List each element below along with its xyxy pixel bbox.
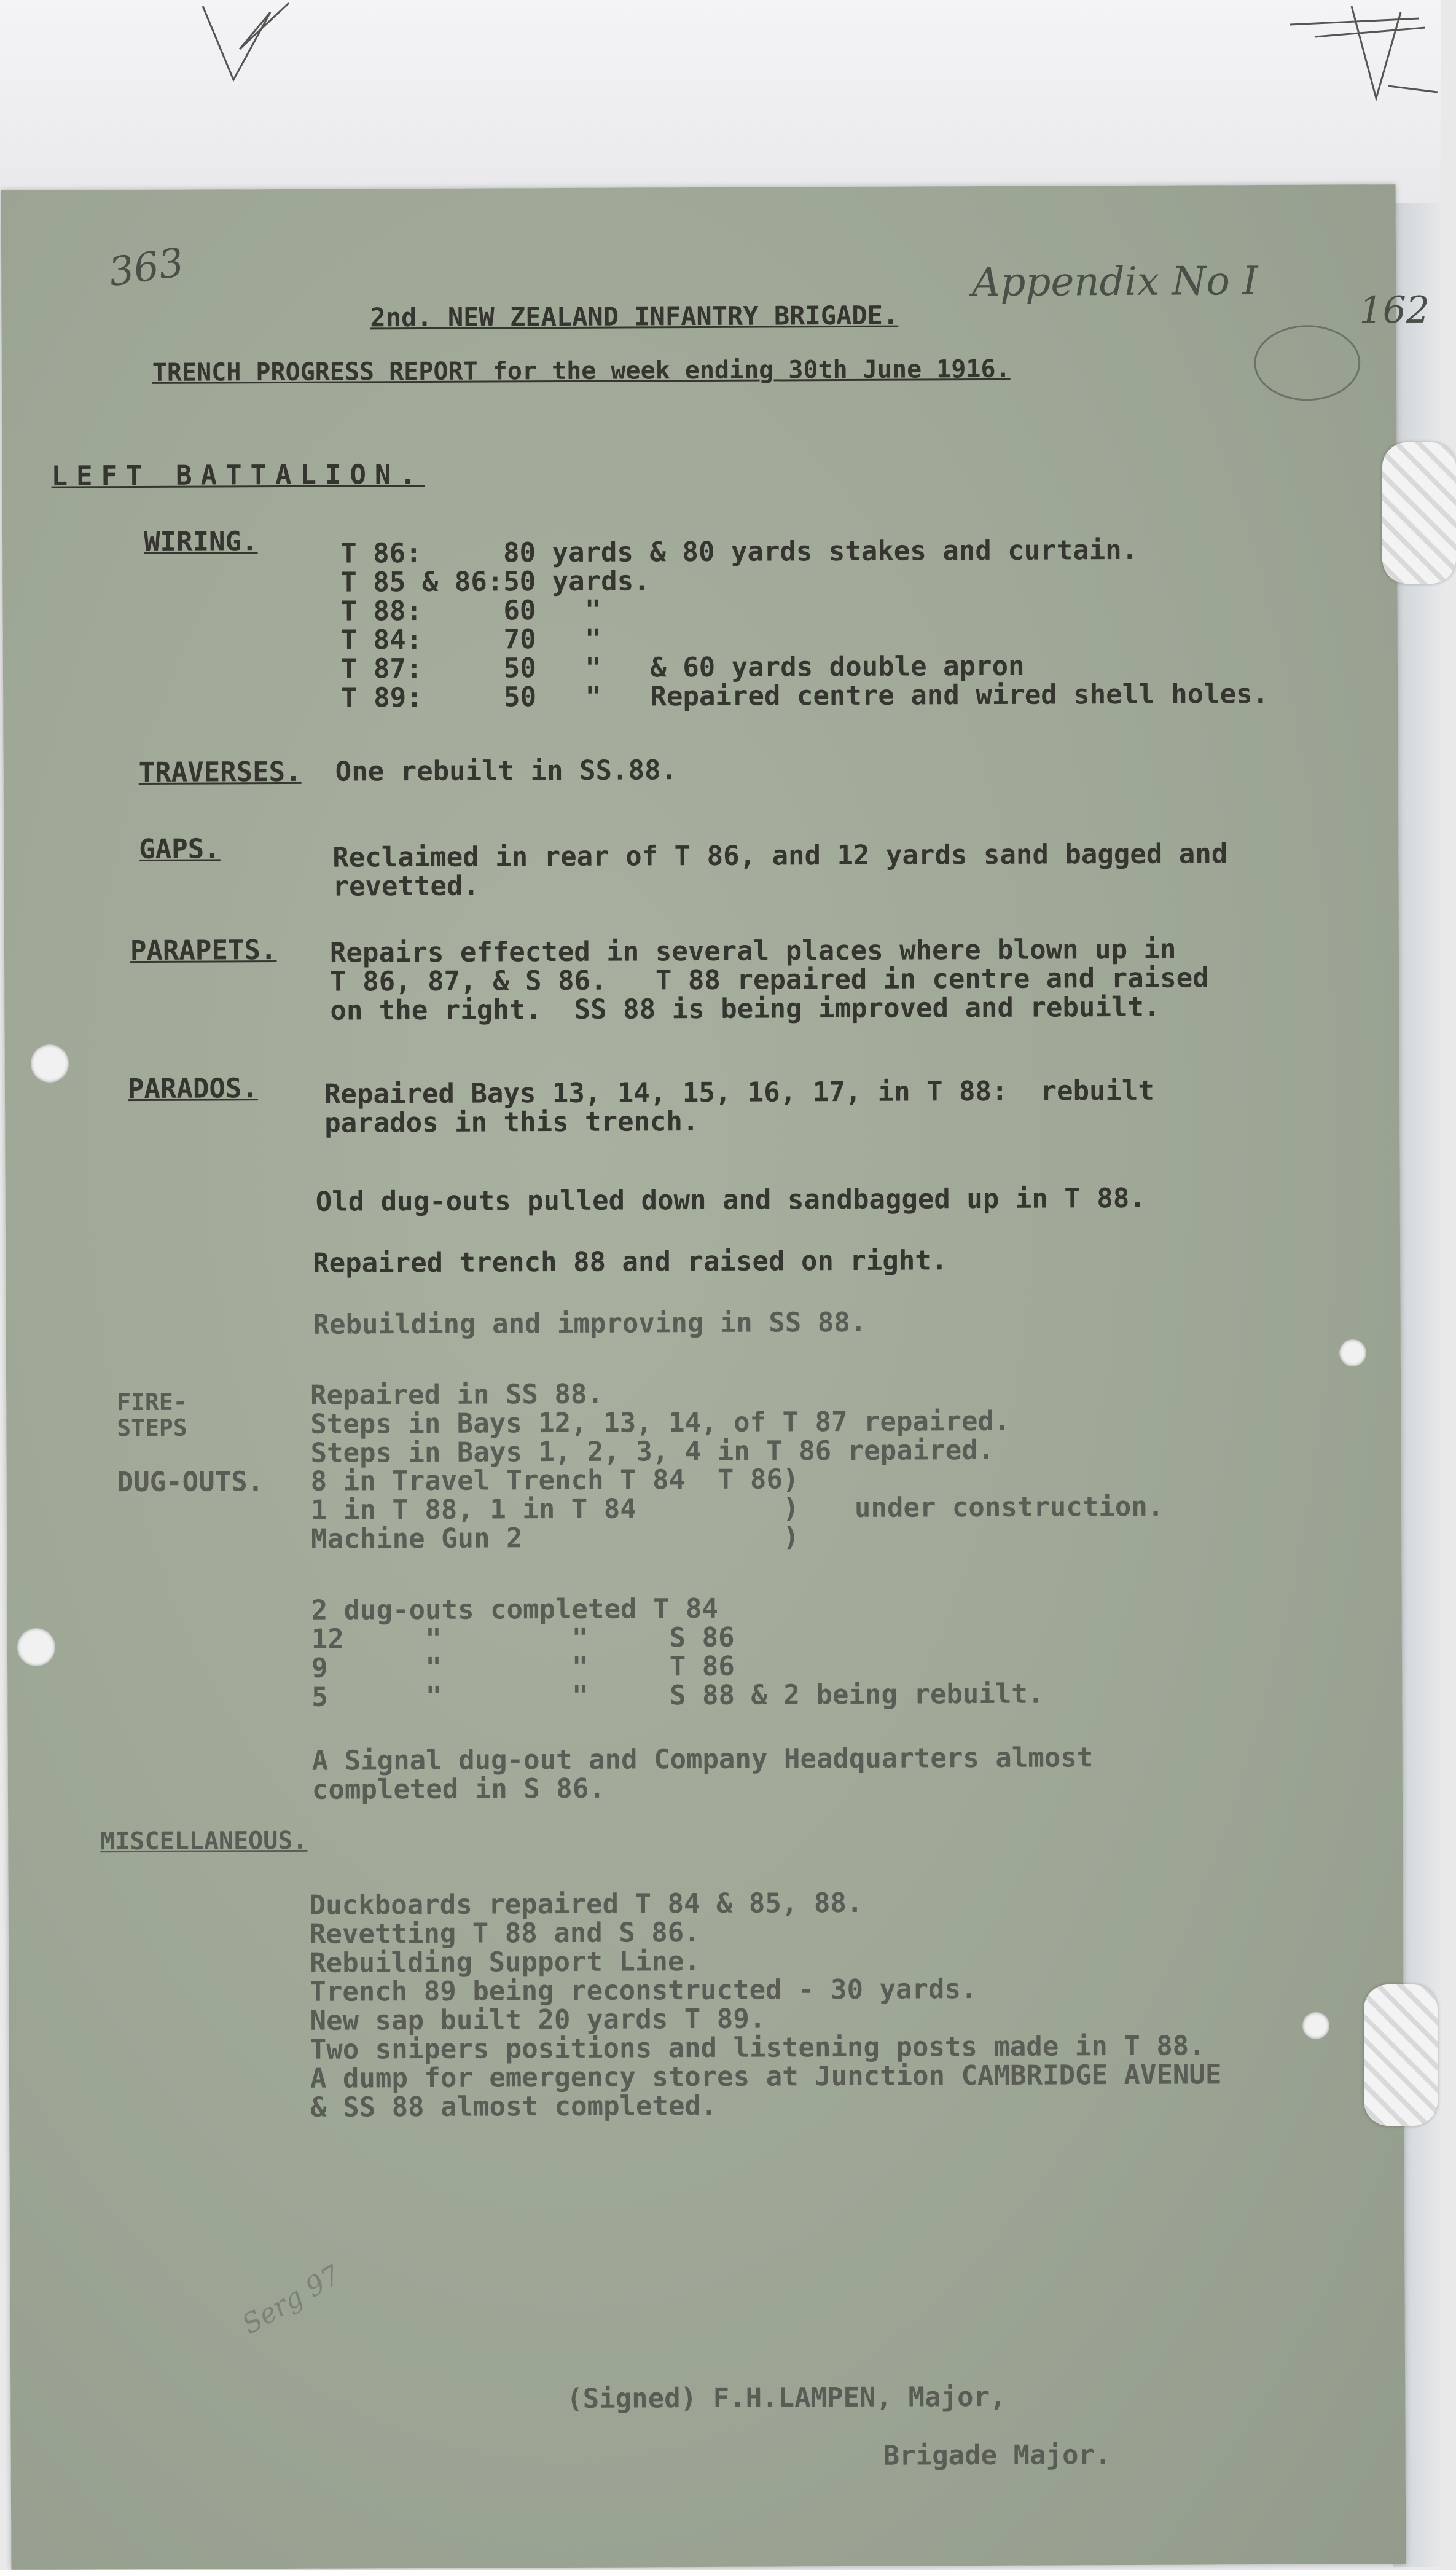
misc-line: Two snipers positions and listening posts made in T 88. (310, 2030, 1205, 2066)
dugouts-label: DUG-OUTS. (117, 1466, 264, 1499)
stamp-circle (1248, 316, 1366, 409)
dugouts-line: Machine Gun 2 ) (311, 1521, 799, 1555)
appendix-note: Appendix No I (972, 259, 1258, 306)
dugouts-signal: A Signal dug-out and Company Headquarters almost (311, 1742, 1094, 1777)
wiring-line: T 88: 60 " (340, 594, 601, 627)
misc-line: Duckboards repaired T 84 & 85, 88. (309, 1887, 863, 1921)
misc-line: New sap built 20 yards T 89. (310, 2003, 766, 2037)
dugouts-note: under construction. (854, 1491, 1164, 1524)
dugouts-completed: 12 " " S 86 (311, 1621, 735, 1655)
misc-line: Rebuilding Support Line. (310, 1946, 701, 1979)
parapets-line: T 86, 87, & S 86. T 88 repaired in centre and raised (330, 962, 1209, 998)
traverses-label: TRAVERSES. (138, 756, 302, 789)
document-heading: 2nd. NEW ZEALAND INFANTRY BRIGADE. (370, 300, 899, 333)
gaps-line: Reclaimed in rear of T 86, and 12 yards sand bagged and (332, 838, 1228, 874)
firesteps-label: STEPS (117, 1414, 187, 1442)
parados-extra: Repaired trench 88 and raised on right. (313, 1245, 948, 1279)
dugouts-signal: completed in S 86. (311, 1773, 605, 1806)
pencil-sketch-left (197, 0, 307, 92)
misc-line: Trench 89 being reconstructed - 30 yards. (310, 1973, 977, 2008)
page-number-right: 162 (1359, 288, 1430, 332)
section-heading: LEFT BATTALION. (51, 458, 425, 492)
wiring-line: T 87: 50 " & 60 yards double apron (340, 650, 1025, 685)
pencil-initials: Serg 97 (237, 2259, 346, 2341)
punch-hole (1302, 2012, 1329, 2039)
dugouts-line: 1 in T 88, 1 in T 84 ) (310, 1492, 799, 1526)
firesteps-line: Repaired in SS 88. (310, 1378, 604, 1411)
punch-hole (1339, 1339, 1366, 1366)
misc-line: & SS 88 almost completed. (310, 2090, 718, 2123)
gaps-label: GAPS. (139, 833, 221, 866)
parados-line: Repaired Bays 13, 14, 15, 16, 17, in T 88: rebuilt (324, 1075, 1155, 1110)
firesteps-line: Steps in Bays 1, 2, 3, 4 in T 86 repaired. (310, 1434, 995, 1469)
wiring-label: WIRING. (143, 526, 258, 558)
punch-hole (17, 1628, 55, 1666)
punch-hole (31, 1044, 69, 1083)
firesteps-line: Steps in Bays 12, 13, 14, of T 87 repaired. (310, 1405, 1011, 1440)
parados-extra: Old dug-outs pulled down and sandbagged up in T 88. (315, 1182, 1146, 1218)
signature-line: (Signed) F.H.LAMPEN, Major, (566, 2381, 1006, 2415)
dugouts-line: 8 in Travel Trench T 84 T 86) (310, 1463, 799, 1497)
parapets-label: PARAPETS. (130, 934, 277, 967)
wiring-line: T 89: 50 " Repaired centre and wired shell holes. (341, 678, 1269, 714)
binding-tape (1364, 1984, 1438, 2126)
parapets-line: on the right. SS 88 is being improved and rebuilt. (330, 991, 1160, 1027)
parados-label: PARADOS. (127, 1073, 258, 1105)
document-subheading: TRENCH PROGRESS REPORT for the week ending 30th June 1916. (152, 355, 1011, 387)
page-number-left: 363 (106, 240, 187, 296)
misc-line: Revetting T 88 and S 86. (309, 1917, 700, 1950)
gaps-line: revetted. (332, 870, 480, 903)
binding-tape (1382, 442, 1456, 584)
misc-label: MISCELLANEOUS. (100, 1826, 308, 1856)
parados-line: parados in this trench. (324, 1106, 699, 1139)
traverses-text: One rebuilt in SS.88. (335, 754, 678, 788)
wiring-line: T 85 & 86:50 yards. (340, 565, 650, 598)
firesteps-label: FIRE- (117, 1388, 187, 1416)
dugouts-completed: 9 " " T 86 (311, 1650, 735, 1684)
document-page (1, 184, 1430, 2570)
parados-extra: Rebuilding and improving in SS 88. (313, 1306, 867, 1341)
misc-line: A dump for emergency stores at Junction CAMBRIDGE AVENUE (310, 2059, 1222, 2094)
parapets-line: Repairs effected in several places where blown up in (329, 933, 1176, 969)
wiring-line: T 84: 70 " (340, 623, 601, 656)
pencil-sketch-right (1278, 0, 1441, 111)
dugouts-completed: 2 dug-outs completed T 84 (311, 1593, 719, 1626)
dugouts-completed: 5 " " S 88 & 2 being rebuilt. (311, 1678, 1044, 1713)
signature-title: Brigade Major. (883, 2439, 1111, 2472)
wiring-line: T 86: 80 yards & 80 yards stakes and curtain. (340, 534, 1138, 570)
